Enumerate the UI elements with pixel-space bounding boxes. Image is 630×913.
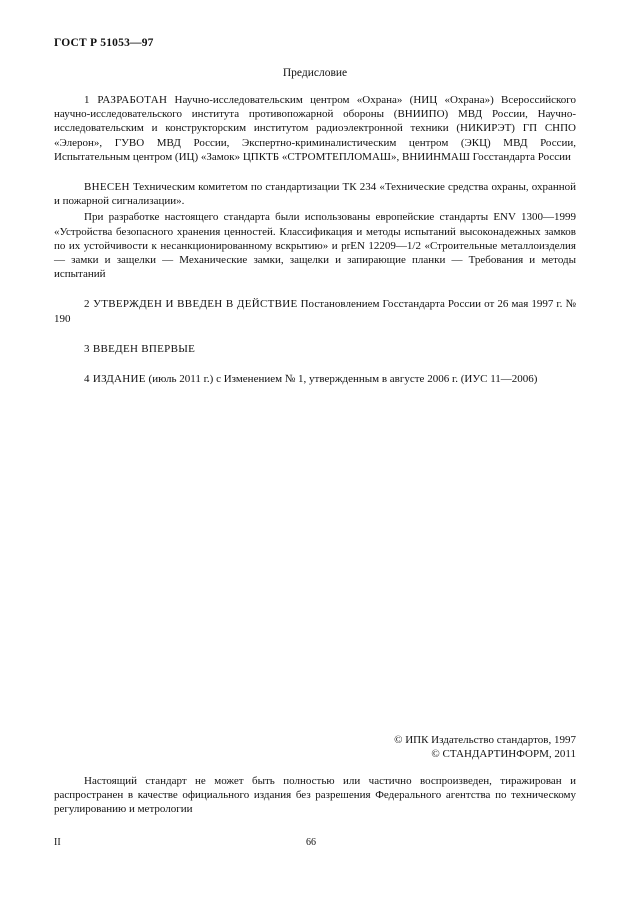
section-lead: 2 УТВЕРЖДЕН И ВВЕДЕН В ДЕЙСТВИЕ xyxy=(84,298,298,311)
roman-page-number: II xyxy=(54,837,61,848)
section-lead: 4 ИЗДАНИЕ xyxy=(84,373,146,386)
preface-heading: Предисловие xyxy=(282,67,348,79)
section-lead: 3 ВВЕДЕН ВПЕРВЫЕ xyxy=(84,342,196,355)
page-number: 66 xyxy=(306,837,316,848)
section-edition xyxy=(54,372,576,386)
standard-code: ГОСТ Р 51053—97 xyxy=(54,37,154,49)
copyright-block xyxy=(394,733,576,761)
section-text: При разработке настоящего стандарта были использованы европейские стандарты ENV 1300—1999 «Устройства безопасного хранения ценностей. Классификация и методы испытаний высоконадежных замков по их устойчивости к несанкционированному вскрытию» и prEN 12209—1/2 «Строительные металлоизделия — замки и защелки — Механические замки, защелки и запирающие планки — Требования и методы испытаний xyxy=(54,211,576,281)
copyright-line: © ИПК Издательство стандартов, 1997 xyxy=(394,734,576,746)
copyright-line: © СТАНДАРТИНФОРМ, 2011 xyxy=(431,748,576,760)
section-first-introduced xyxy=(54,342,576,356)
section-text: Научно-исследовательским центром «Охрана» (НИЦ «Охрана») Всероссийского научно-исследовательского института противопожарной обороны (ВНИИПО) МВД России, Научно-исследовательским и конструкторским институтом радиоэлектронной техники (НИКИРЭТ) ГП СНПО «Элерон», ГУВО МВД России, Экспертно-криминалистическим центром (ЭКЦ) МВД России, Испытательным центром (ИЦ) «Замок» ЦПКТБ «СТРОМТЕПЛОМАШ», ВНИИНМАШ Госстандарта России xyxy=(54,94,577,163)
section-text: Постановлением Госстандарта России от 26 мая 1997 г. № 190 xyxy=(54,298,576,325)
section-introduced xyxy=(54,180,576,208)
section-developed xyxy=(54,93,576,164)
section-lead: 1 РАЗРАБОТАН xyxy=(84,94,168,106)
preface-body xyxy=(54,93,576,386)
reproduction-notice: Настоящий стандарт не может быть полностью или частично воспроизведен, тиражирован и распространен в качестве официального издания без разрешения Федерального агентства по техническому регулированию и метрологии xyxy=(54,775,576,815)
section-text: (июль 2011 г.) с Изменением № 1, утвержденным в августе 2006 г. (ИУС 11—2006) xyxy=(145,373,538,386)
section-sources xyxy=(54,210,576,281)
section-lead: ВНЕСЕН xyxy=(84,181,130,194)
section-text: Техническим комитетом по стандартизации ТК 234 «Технические средства охраны, охранной и пожарной сигнализации». xyxy=(54,181,576,208)
section-approved xyxy=(54,297,576,325)
